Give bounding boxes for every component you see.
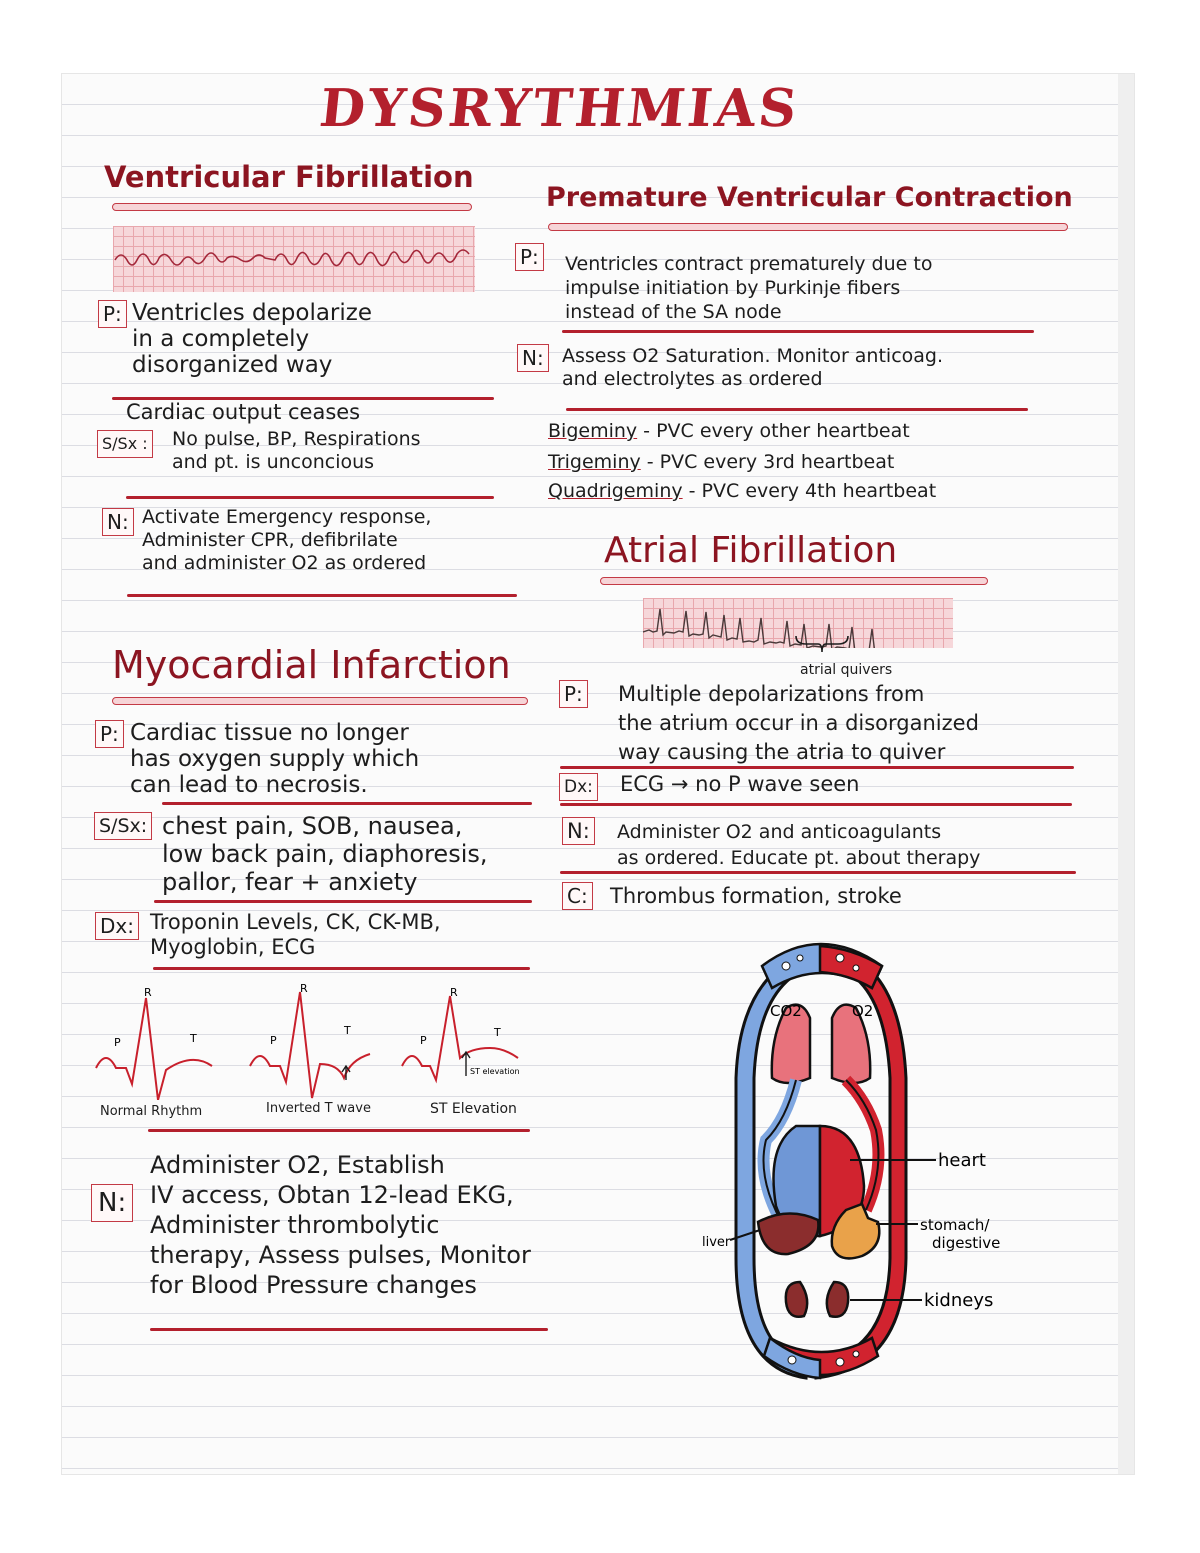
afib-dx-text: ECG → no P wave seen [620,772,860,796]
vfib-heading-underline [112,203,472,211]
vfib-n-label: N: [102,508,134,536]
afib-n-label: N: [562,817,595,845]
pvc-n-underline [566,408,1028,411]
pvc-types-list [548,420,1048,503]
afib-n-underline [560,871,1076,874]
mi-heading-underline [112,697,528,705]
mi-dx-underline [153,967,530,970]
pvc-heading: Premature Ventricular Contraction [546,182,1073,213]
vfib-n-underline [127,594,517,597]
pvc-type-name: Bigeminy [548,420,638,442]
mi-ecg-arrow-icon [462,1052,470,1076]
afib-heading-underline [600,577,988,585]
co2-label: CO2 [770,1002,802,1020]
vfib-p-label: P: [98,300,127,328]
pvc-type-name: Trigeminy [548,451,641,473]
mi-dx-label: Dx: [95,912,139,940]
mi-ecg-label-p2: P [270,1034,277,1047]
vfib-ecg-trace [113,226,475,292]
vfib-n-text: Activate Emergency response, Administer CPR, defibrilate and administer O2 as ordered [142,506,432,574]
afib-n-text: Administer O2 and anticoagulants as ordered. Educate pt. about therapy [617,821,981,869]
mi-ssx-label: S/Sx: [94,812,152,840]
mi-ecg-label-r1: R [144,986,152,999]
mi-n-underline [150,1328,548,1331]
afib-c-label: C: [562,882,593,910]
vfib-heading: Ventricular Fibrillation [104,160,474,194]
pvc-type-bigeminy [548,420,1048,443]
right-kidney [827,1282,848,1317]
left-kidney [786,1282,807,1317]
mi-ecg-st-note: ST elevation [470,1067,520,1076]
mi-ecg-label-p1: P [114,1036,121,1049]
vfib-ecg-strip [113,226,475,292]
afib-p-text: Multiple depolarizations from the atrium occur in a disorganized way causing the atria to quiver [618,682,979,764]
mi-p-text: Cardiac tissue no longer has oxygen supply which can lead to necrosis. [130,720,420,798]
pvc-type-desc: - PVC every other heartbeat [637,420,910,442]
mi-ssx-underline [154,900,532,903]
mi-ecg-label-t3: T [494,1026,501,1039]
heart-label: heart [938,1150,986,1171]
liver-organ [758,1213,818,1254]
mi-p-underline [162,802,532,805]
stomach-label: stomach/ digestive [920,1216,1001,1252]
vfib-ssx-text: No pulse, BP, Respirations and pt. is unconcious [172,428,421,473]
afib-dx-underline [560,803,1072,806]
mi-n-label: N: [91,1184,133,1222]
mi-n-text: Administer O2, Establish IV access, Obtan 12-lead EKG, Administer thrombolytic therapy, Assess pulses, Monitor for Blood Pressure changes [150,1151,531,1299]
mi-ecg-underline [148,1129,530,1132]
o2-label: O2 [852,1002,874,1020]
pvc-heading-underline [548,223,1068,231]
pvc-p-text: Ventricles contract prematurely due to impulse initiation by Purkinje fibers instead of the SA node [565,253,933,323]
kidneys-label: kidneys [924,1290,994,1311]
vfib-output-text: Cardiac output ceases [126,400,361,424]
mi-ecg-inverted [250,992,370,1098]
mi-ecg-caption-inverted: Inverted T wave [266,1101,371,1116]
page-edge [1118,74,1134,1474]
vfib-p-text: Ventricles depolarize in a completely disorganized way [132,300,372,378]
afib-p-label: P: [559,680,588,708]
vfib-ssx-underline [126,496,494,499]
afib-p-underline [560,766,1074,769]
afib-dx-label: Dx: [559,773,598,801]
pvc-type-name: Quadrigeminy [548,480,683,502]
mi-ecg-waveforms [90,980,550,1100]
afib-ecg-caption: atrial quivers [800,662,893,678]
afib-c-text: Thrombus formation, stroke [610,884,902,908]
pvc-n-text: Assess O2 Saturation. Monitor anticoag. and electrolytes as ordered [562,345,944,390]
mi-ecg-caption-st: ST Elevation [430,1101,517,1117]
circulation-diagram [700,930,1040,1390]
afib-heading: Atrial Fibrillation [604,530,898,571]
mi-ecg-caption-normal: Normal Rhythm [100,1104,203,1119]
mi-dx-text: Troponin Levels, CK, CK-MB, Myoglobin, ECG [150,910,441,959]
mi-ecg-normal [96,998,212,1100]
lung-capillary-bed-oxygenated [820,946,882,988]
pvc-type-quadrigeminy [548,480,1048,503]
mi-ecg-label-t1: T [190,1032,197,1045]
page-title: DYSRYTHMIAS [316,78,803,139]
vfib-ssx-label: S/Sx : [97,430,153,458]
mi-heading: Myocardial Infarction [112,643,511,687]
mi-p-label: P: [95,720,124,748]
pvc-n-label: N: [517,344,549,372]
mi-ecg-label-p3: P [420,1034,427,1047]
pvc-p-label: P: [515,243,544,271]
mi-ecg-label-r2: R [300,982,308,995]
mi-ssx-text: chest pain, SOB, nausea, low back pain, diaphoresis, pallor, fear + anxiety [162,812,488,896]
pvc-type-desc: - PVC every 3rd heartbeat [640,451,895,473]
pvc-type-trigeminy [548,451,1048,474]
pvc-type-desc: - PVC every 4th heartbeat [682,480,937,502]
pvc-p-underline [562,330,1034,333]
mi-ecg-label-t2: T [344,1024,351,1037]
liver-label: liver [702,1235,731,1250]
mi-ecg-label-r3: R [450,986,458,999]
